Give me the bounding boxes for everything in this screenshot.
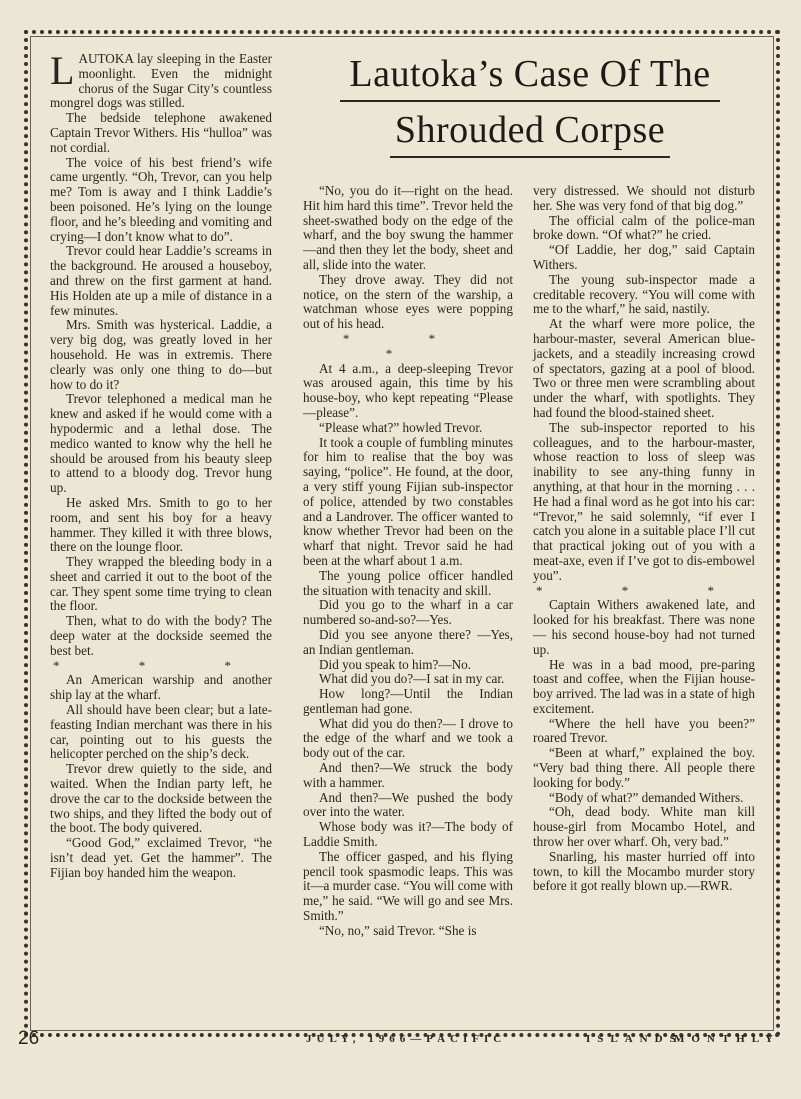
- paragraph: “Been at wharf,” explained the boy. “Very bad thing there. All people there looking for body.”: [533, 745, 755, 790]
- page-number: 26: [18, 1028, 40, 1049]
- paragraph: “No, no,” said Trevor. “She is: [319, 922, 477, 938]
- masthead-islands: ISLANDS: [586, 1033, 683, 1045]
- paragraph: Trevor could hear Laddie’s screams in the background. He aroused a houseboy, and threw on the first garment at hand. His Holden ate up a mile of distance in a few minutes.: [50, 243, 272, 318]
- paragraph: “Body of what?” demanded Withers.: [549, 789, 744, 805]
- paragraph: Did you go to the wharf in a car numbered so-and-so?—Yes.: [303, 597, 513, 628]
- section-separator: * * *: [342, 330, 474, 361]
- paragraph: All should have been clear; but a late-feasting Indian merchant was there in his car, pointing out to his guests the helicopter perched on the ship’s deck.: [50, 702, 272, 762]
- column-3: [533, 184, 755, 894]
- drop-cap: L: [50, 48, 75, 93]
- paragraph: The bedside telephone awakened Captain Trevor Withers. His “hulloa” was not cordial.: [50, 110, 272, 155]
- paragraph: And then?—We pushed the body over into the water.: [303, 789, 513, 820]
- paragraph: “Good God,” exclaimed Trevor, “he isn’t dead yet. Get the hammer”. The Fijian boy handed him the weapon.: [50, 835, 272, 880]
- paragraph: The sub-inspector reported to his colleagues, and to the harbour-master, whose reaction to loss of sleep was inability to see any-thing funny in anything, at that hour in the morning . . . He had a final word as he got into his car: “Trevor,” he said solemnly, “if ever I catch you alone in a suitable place I’ll cut that practical joking out of you with a meat-axe, even if I’ve got to dis-embowel you”.: [533, 419, 755, 583]
- paragraph: The official calm of the police-man broke down. “Of what?” he cried.: [533, 212, 755, 243]
- paragraph: He was in a bad mood, pre-paring toast and coffee, when the Fijian house-boy arrived. The lad was in a state of high excitement.: [533, 656, 755, 716]
- paragraph: Did you see anyone there? —Yes, an Indian gentleman.: [303, 626, 513, 657]
- paragraph: They drove away. They did not notice, on the stern of the warship, a watchman whose eyes were popping out of his head.: [303, 271, 513, 332]
- title-line-1: Lautoka’s Case Of The: [349, 53, 711, 95]
- paragraph: They wrapped the bleeding body in a sheet and carried it out to the boot of the car. They spent some time trying to clean the floor.: [50, 554, 272, 614]
- paragraph: What did you do?—I sat in my car.: [319, 671, 505, 687]
- column-1: [50, 48, 272, 881]
- page-footer: [18, 1028, 788, 1050]
- column-2: [303, 184, 513, 939]
- title-rule: [340, 100, 720, 102]
- title-line-2: Shrouded Corpse: [394, 109, 666, 151]
- paragraph: It took a couple of fumbling minutes for him to realise that the boy was saying, “police”. He found, at the door, a very stiff young Fijian sub-inspector of police, attended by two constables and a Landrover. The officer wanted to know whether Trevor had been on the wharf that night. Trevor said he had been at the wharf about 1 a.m.: [303, 434, 513, 568]
- paragraph: LAUTOKA lay sleeping in the Easter moonlight. Even the midnight chorus of the Sugar City’s countless mongrel dogs was stilled.: [50, 48, 272, 111]
- paragraph: Whose body was it?—The body of Laddie Smith.: [303, 819, 513, 850]
- paragraph: He asked Mrs. Smith to go to her room, and sent his boy for a heavy hammer. They killed it with three blows, there on the lounge floor.: [50, 494, 272, 555]
- paragraph: “No, you do it—right on the head. Hit him hard this time”. Trevor held the sheet-swathed body on the edge of the wharf, and the boy swung the hammer —and then they let the body, sheet and all, slide into the water.: [303, 183, 513, 272]
- article-title: [300, 52, 760, 164]
- paragraph: And then?—We struck the body with a hammer.: [303, 760, 513, 790]
- paragraph: Snarling, his master hurried off into town, to kill the Mocambo murder story before it got really blown up.—RWR.: [533, 848, 755, 894]
- paragraph: “Oh, dead body. White man kill house-girl from Mocambo Hotel, and throw her over wharf. Oh, very bad.”: [533, 804, 755, 850]
- paragraph: At the wharf were more police, the harbour-master, several American blue-jackets, and a steadily increasing crowd of spectators, gazing at a pool of blood. Two or three men were scrambling about under the wharf, with spotlights. They had found the blood-stained sheet.: [533, 316, 755, 420]
- paragraph: An American warship and another ship lay at the wharf.: [50, 672, 272, 703]
- paragraph: very distressed. We should not disturb her. She was very fond of that big dog.”: [533, 183, 755, 213]
- title-rule-2: [390, 156, 670, 158]
- paragraph: At 4 a.m., a deep-sleeping Trevor was aroused again, this time by his house-boy, who kept repeating “Please—please”.: [303, 360, 513, 420]
- paragraph: Trevor drew quietly to the side, and waited. When the Indian party left, he drove the car to the dockside between the two ships, and they lifted the body out of the boot. The body quivered.: [50, 761, 272, 836]
- section-separator: * * *: [536, 582, 752, 598]
- paragraph: “Please what?” howled Trevor.: [319, 419, 483, 435]
- paragraph: Trevor telephoned a medical man he knew and asked if he would come with a hypodermic and a lethal dose. The medico wanted to know why the hell he should be aroused from his beauty sleep to attend to a bloody dog. Trevor hung up.: [50, 391, 272, 496]
- paragraph: Did you speak to him?—No.: [319, 656, 472, 672]
- paragraph: The young police officer handled the situation with tenacity and skill.: [303, 567, 513, 598]
- paragraph: What did you do then?— I drove to the edge of the wharf and we took a body out of the car.: [303, 715, 513, 761]
- paragraph: How long?—Until the Indian gentleman had gone.: [303, 686, 513, 716]
- paragraph: Mrs. Smith was hysterical. Laddie, a very big dog, was greatly loved in her household. He was in extremis. There clearly was only one thing to do—but how to do it?: [50, 317, 272, 392]
- paragraph: Then, what to do with the body? The deep water at the dockside seemed the best bet.: [50, 613, 272, 658]
- section-separator: * * *: [53, 657, 269, 673]
- paragraph: “Of Laddie, her dog,” said Captain Withers.: [533, 242, 755, 272]
- masthead-monthly: MONTHLY: [673, 1033, 780, 1045]
- paragraph: Captain Withers awakened late, and looked for his breakfast. There was none — his second house-boy had not turned up.: [533, 597, 755, 657]
- paragraph: The voice of his best friend’s wife came urgently. “Oh, Trevor, can you help me? Tom is away and I think Laddie’s been poisoned. He’s lying on the lounge floor, and he’s bleeding and vomiting and crying—I don’t know what to do”.: [50, 154, 272, 244]
- paragraph: “Where the hell have you been?” roared Trevor.: [533, 715, 755, 746]
- paragraph: The officer gasped, and his flying pencil took spasmodic leaps. This was it—a murder case. “You will come with me,” he said. “We will go and see Mrs. Smith.”: [303, 848, 513, 924]
- paragraph: The young sub-inspector made a creditable recovery. “You will come with me to the wharf,” he said, nastily.: [533, 271, 755, 317]
- issue-date: JULY, 1966—PACIFIC: [306, 1033, 507, 1045]
